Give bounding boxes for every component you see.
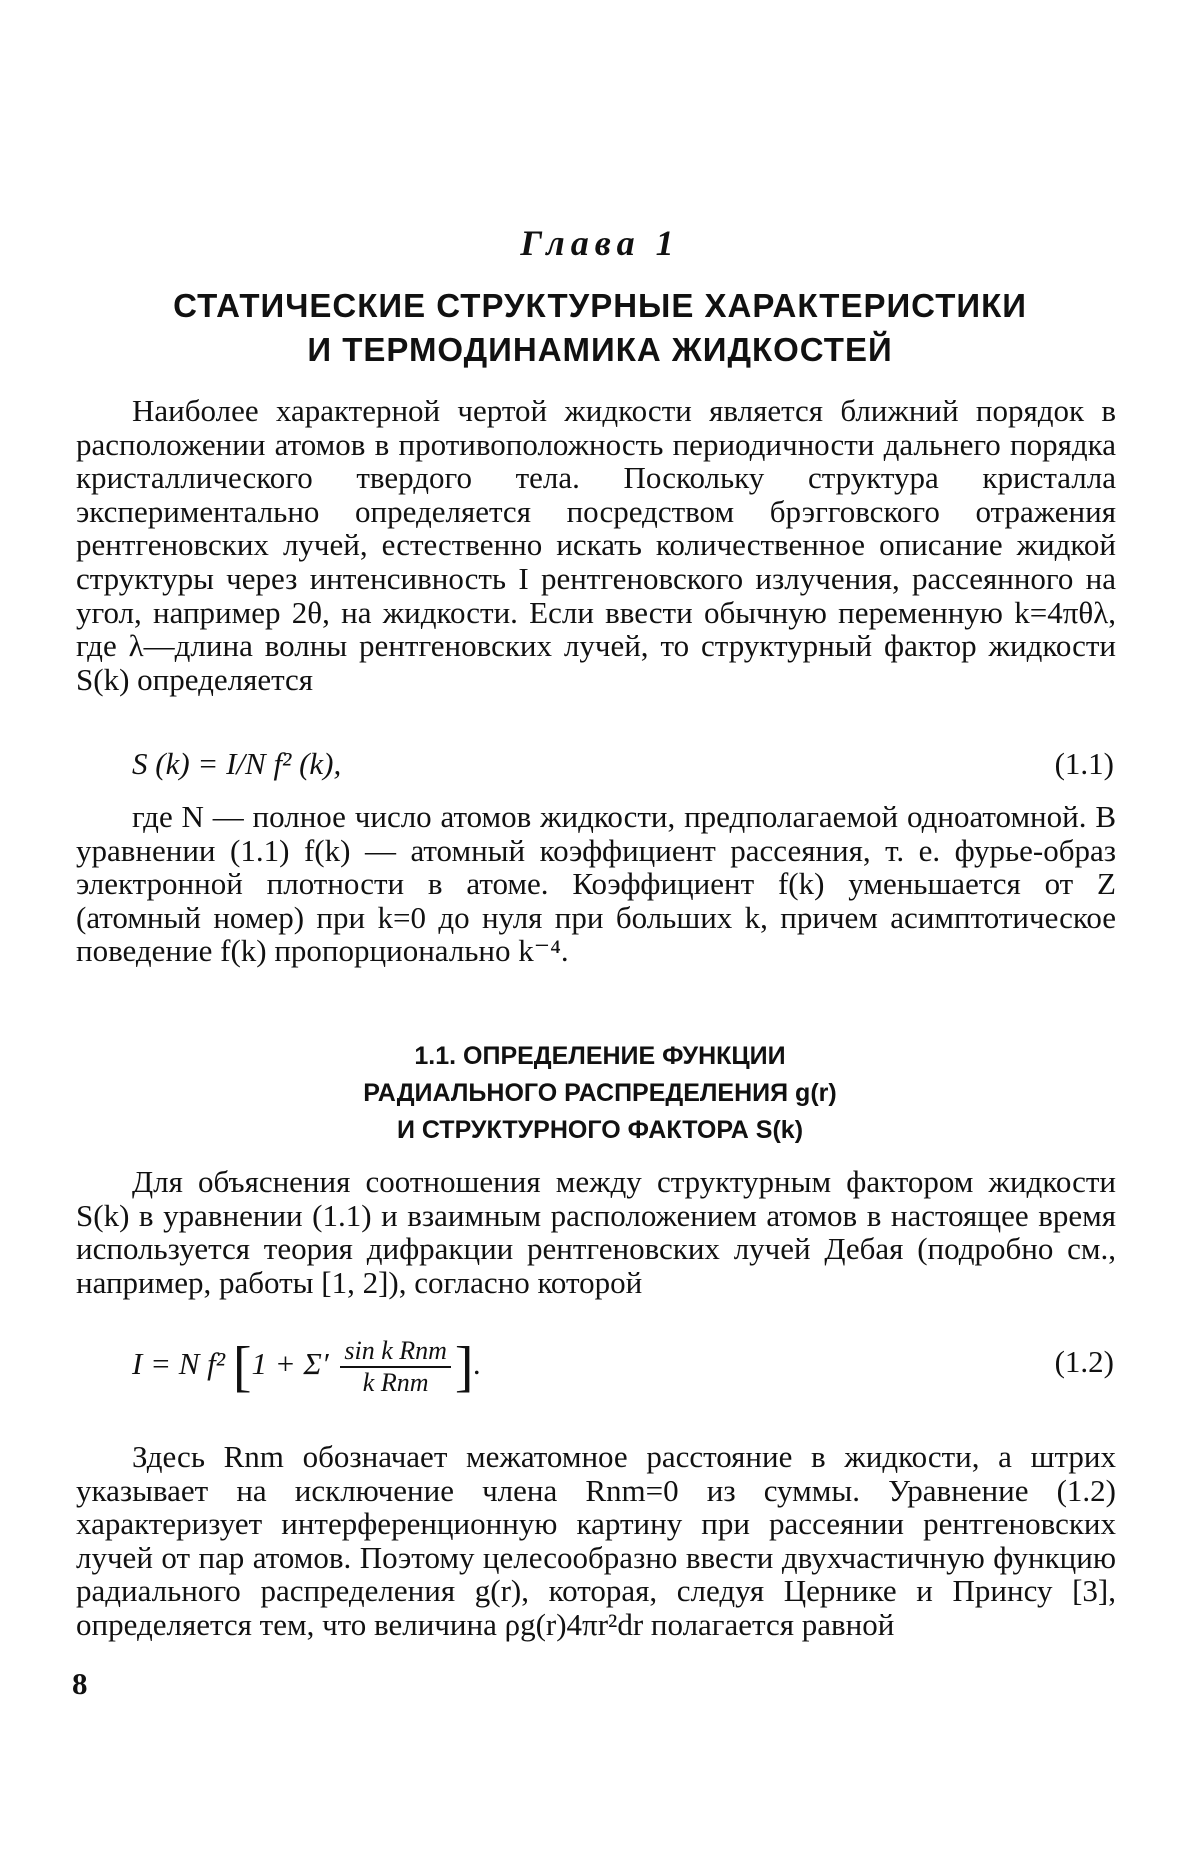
paragraph-debye-theory: Для объяснения соотношения между структурным фактором жидкости S(k) в уравнении (1.1) и взаимным расположением атомов в настоящее время используется теория дифракции рентгеновских лучей Дебая (подробно см., например, работы [1, 2]), согласно которой (76, 1164, 1116, 1300)
equation-1-2-number: (1.2) (1054, 1344, 1114, 1379)
equation-1-2-lhs: I = N f² (132, 1346, 226, 1382)
fraction-numerator: sin k Rnm (340, 1336, 451, 1368)
left-bracket: [ (232, 1336, 252, 1398)
section-title-line-1: 1.1. ОПРЕДЕЛЕНИЕ ФУНКЦИИ (414, 1042, 786, 1070)
fraction-denominator: k Rnm (362, 1368, 429, 1397)
equation-1-2-inner: 1 + Σ′ (251, 1346, 329, 1382)
section-title-line-3: И СТРУКТУРНОГО ФАКТОРА S(k) (396, 1116, 804, 1144)
page-number: 8 (72, 1666, 88, 1701)
paragraph-definitions: где N — полное число атомов жидкости, предполагаемой одноатомной. В уравнении (1.1) f(k) — атомный коэффициент рассеяния, т. е. фурье-образ электронной плотности в атоме. Коэффициент f(k) уменьшается от Z (атомный номер) при k=0 до нуля при больших k, причем асимптотическое поведение f(k) пропорционально k⁻⁴. (76, 799, 1116, 969)
chapter-title (100, 284, 1100, 372)
chapter-title-line-2: И ТЕРМОДИНАМИКА ЖИДКОСТЕЙ (307, 331, 893, 368)
right-bracket: ] (454, 1336, 474, 1398)
equation-1-1-expression: S (k) = I/N f² (k), (132, 746, 342, 781)
section-title (100, 1038, 1100, 1149)
equation-1-2-expression: I = N f² [1 + Σ′ $\frac{\text{sin k Rnm}}{\text{k Rnm}}$ ]. (132, 1336, 482, 1398)
chapter-label: Глава 1 (520, 223, 680, 263)
equation-1-2 (0, 1320, 1200, 1400)
equation-1-1 (0, 746, 1200, 790)
paragraph-radial-distribution: Здесь Rnm обозначает межатомное расстояние в жидкости, а штрих указывает на исключение члена Rnm=0 из суммы. Уравнение (1.2) характеризует интерференционную картину при рассеянии рентгеновских лучей от пар атомов. Поэтому целесообразно ввести двухчастичную функцию радиального распределения g(r), которая, следуя Цернике и Принсу [3], определяется тем, что величина ρg(r)4πr²dr полагается равной (76, 1439, 1116, 1642)
paragraph-intro: Наиболее характерной чертой жидкости является ближний порядок в расположении атомов в противоположность периодичности дальнего порядка кристаллического твердого тела. Поскольку структура кристалла экспериментально определяется посредством брэгговского отражения рентгеновских лучей, естественно искать количественное описание жидкой структуры через интенсивность I рентгеновского излучения, рассеянного на угол, например 2θ, на жидкости. Если ввести обычную переменную k=4πθλ, где λ—длина волны рентгеновских лучей, то структурный фактор жидкости S(k) определяется (76, 393, 1116, 697)
equation-1-2-fraction (340, 1336, 451, 1398)
chapter-title-line-1: СТАТИЧЕСКИЕ СТРУКТУРНЫЕ ХАРАКТЕРИСТИКИ (173, 287, 1027, 324)
section-title-line-2: РАДИАЛЬНОГО РАСПРЕДЕЛЕНИЯ g(r) (363, 1079, 837, 1107)
equation-1-1-number: (1.1) (1054, 746, 1114, 781)
